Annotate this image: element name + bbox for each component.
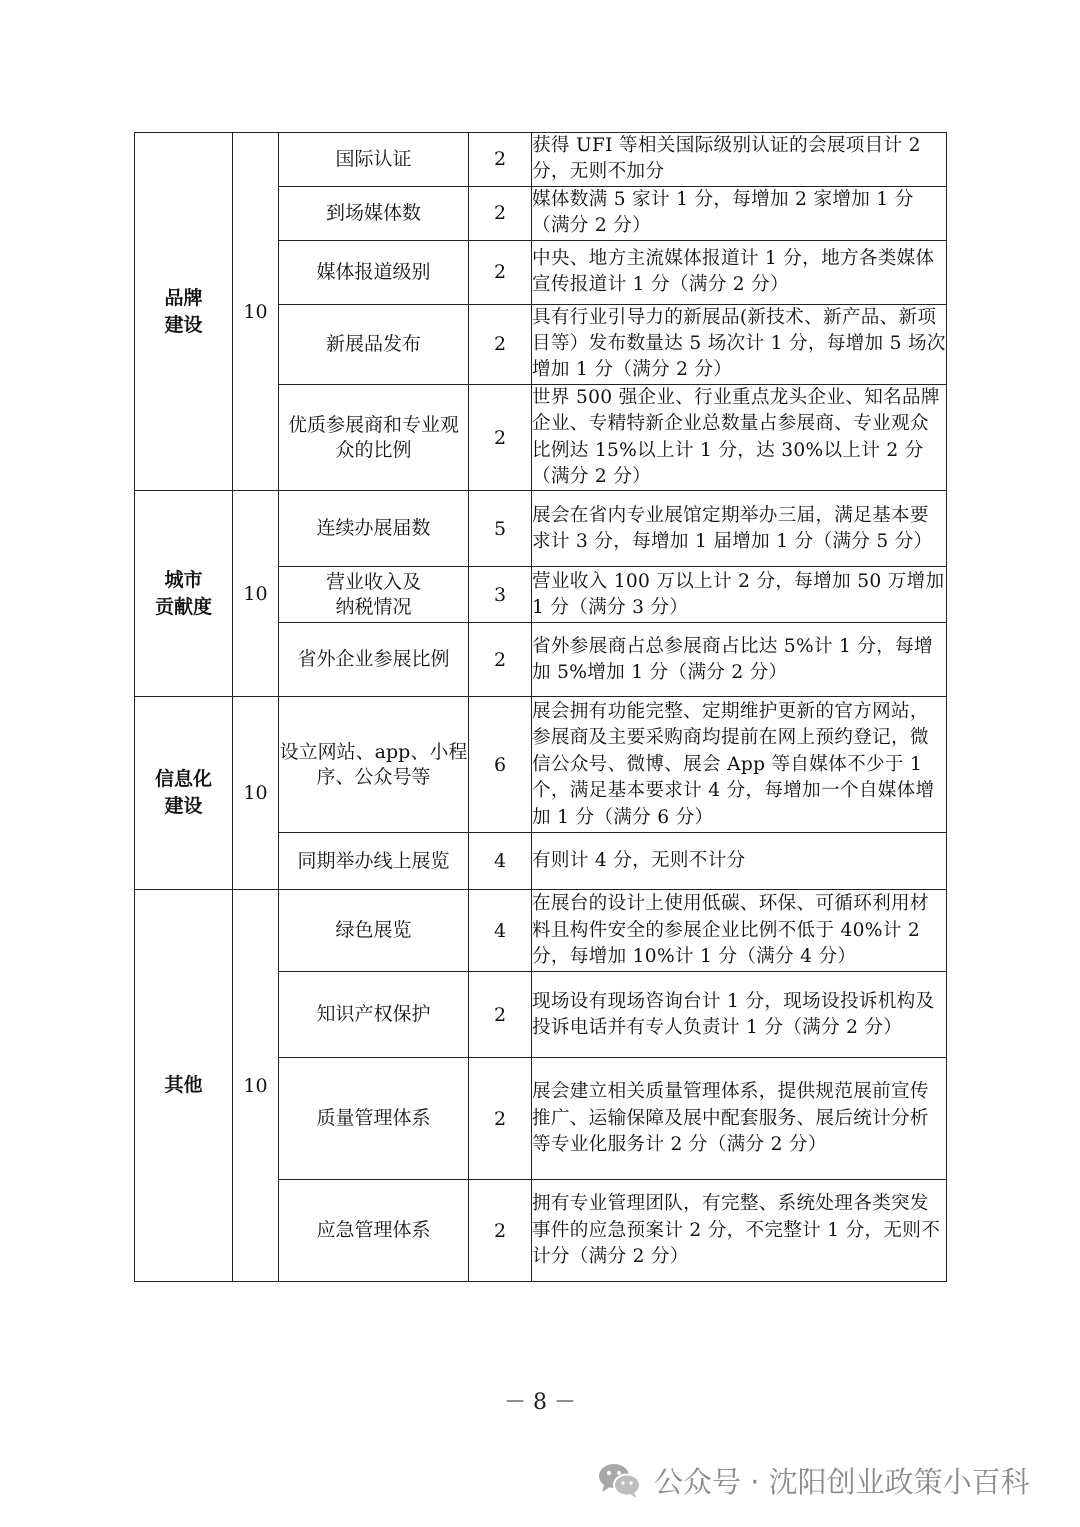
item-criteria: 省外参展商占总参展商占比达 5%计 1 分，每增加 5%增加 1 分（满分 2 分）	[532, 623, 947, 697]
item-score: 2	[469, 133, 532, 187]
item-criteria: 展会建立相关质量管理体系，提供规范展前宣传推广、运输保障及展中配套服务、展后统计分析等专业化服务计 2 分（满分 2 分）	[532, 1058, 947, 1180]
category-cell: 品牌 建设	[135, 133, 233, 491]
item-score: 2	[469, 1180, 532, 1282]
item-name: 绿色展览	[279, 890, 469, 972]
item-name: 省外企业参展比例	[279, 623, 469, 697]
wechat-icon	[596, 1460, 642, 1500]
item-name: 应急管理体系	[279, 1180, 469, 1282]
item-criteria: 媒体数满 5 家计 1 分，每增加 2 家增加 1 分（满分 2 分）	[532, 186, 947, 240]
table-row	[135, 697, 947, 833]
item-name: 同期举办线上展览	[279, 833, 469, 890]
category-total: 10	[233, 890, 279, 1282]
item-criteria: 在展台的设计上使用低碳、环保、可循环利用材料且构件安全的参展企业比例不低于 40%计 2 分，每增加 10%计 1 分（满分 4 分）	[532, 890, 947, 972]
category-total: 10	[233, 697, 279, 890]
item-score: 2	[469, 240, 532, 304]
category-total: 10	[233, 491, 279, 697]
item-criteria: 世界 500 强企业、行业重点龙头企业、知名品牌企业、专精特新企业总数量占参展商、专业观众比例达 15%以上计 1 分，达 30%以上计 2 分（满分 2 分）	[532, 384, 947, 491]
item-name: 媒体报道级别	[279, 240, 469, 304]
item-score: 4	[469, 890, 532, 972]
item-name: 新展品发布	[279, 304, 469, 384]
item-criteria: 具有行业引导力的新展品(新技术、新产品、新项目等）发布数量达 5 场次计 1 分，每增加 5 场次增加 1 分（满分 2 分）	[532, 304, 947, 384]
item-criteria: 现场设有现场咨询台计 1 分，现场设投诉机构及投诉电话并有专人负责计 1 分（满分 2 分）	[532, 972, 947, 1058]
item-score: 2	[469, 384, 532, 491]
page-number: － 8 －	[504, 1390, 576, 1415]
table-row	[135, 491, 947, 567]
item-score: 2	[469, 1058, 532, 1180]
category-cell: 信息化 建设	[135, 697, 233, 890]
item-name: 优质参展商和专业观众的比例	[279, 384, 469, 491]
item-score: 6	[469, 697, 532, 833]
table-row	[135, 133, 947, 187]
item-criteria: 营业收入 100 万以上计 2 分，每增加 50 万增加 1 分（满分 3 分）	[532, 567, 947, 623]
item-criteria: 有则计 4 分，无则不计分	[532, 833, 947, 890]
item-criteria: 拥有专业管理团队，有完整、系统处理各类突发事件的应急预案计 2 分，不完整计 1 分，无则不计分（满分 2 分）	[532, 1180, 947, 1282]
item-name: 设立网站、app、小程序、公众号等	[279, 697, 469, 833]
watermark	[596, 1455, 1030, 1505]
item-score: 2	[469, 972, 532, 1058]
item-criteria: 展会拥有功能完整、定期维护更新的官方网站，参展商及主要采购商均提前在网上预约登记，微信公众号、微博、展会 App 等自媒体不少于 1 个，满足基本要求计 4 分，每增加一个自媒体增加 1 分（满分 6 分）	[532, 697, 947, 833]
table-row	[135, 890, 947, 972]
category-cell: 其他	[135, 890, 233, 1282]
category-cell: 城市 贡献度	[135, 491, 233, 697]
item-name: 连续办展届数	[279, 491, 469, 567]
item-score: 2	[469, 623, 532, 697]
item-score: 3	[469, 567, 532, 623]
watermark-text: 公众号 · 沈阳创业政策小百科	[654, 1464, 1030, 1499]
item-name: 知识产权保护	[279, 972, 469, 1058]
item-score: 4	[469, 833, 532, 890]
item-name: 质量管理体系	[279, 1058, 469, 1180]
item-score: 2	[469, 304, 532, 384]
item-score: 5	[469, 491, 532, 567]
item-criteria: 展会在省内专业展馆定期举办三届，满足基本要求计 3 分，每增加 1 届增加 1 分（满分 5 分）	[532, 491, 947, 567]
scoring-table	[134, 132, 947, 1282]
item-score: 2	[469, 186, 532, 240]
category-total: 10	[233, 133, 279, 491]
item-criteria: 获得 UFI 等相关国际级别认证的会展项目计 2 分，无则不加分	[532, 133, 947, 187]
item-name: 国际认证	[279, 133, 469, 187]
item-name: 到场媒体数	[279, 186, 469, 240]
item-criteria: 中央、地方主流媒体报道计 1 分，地方各类媒体宣传报道计 1 分（满分 2 分）	[532, 240, 947, 304]
item-name: 营业收入及 纳税情况	[279, 567, 469, 623]
